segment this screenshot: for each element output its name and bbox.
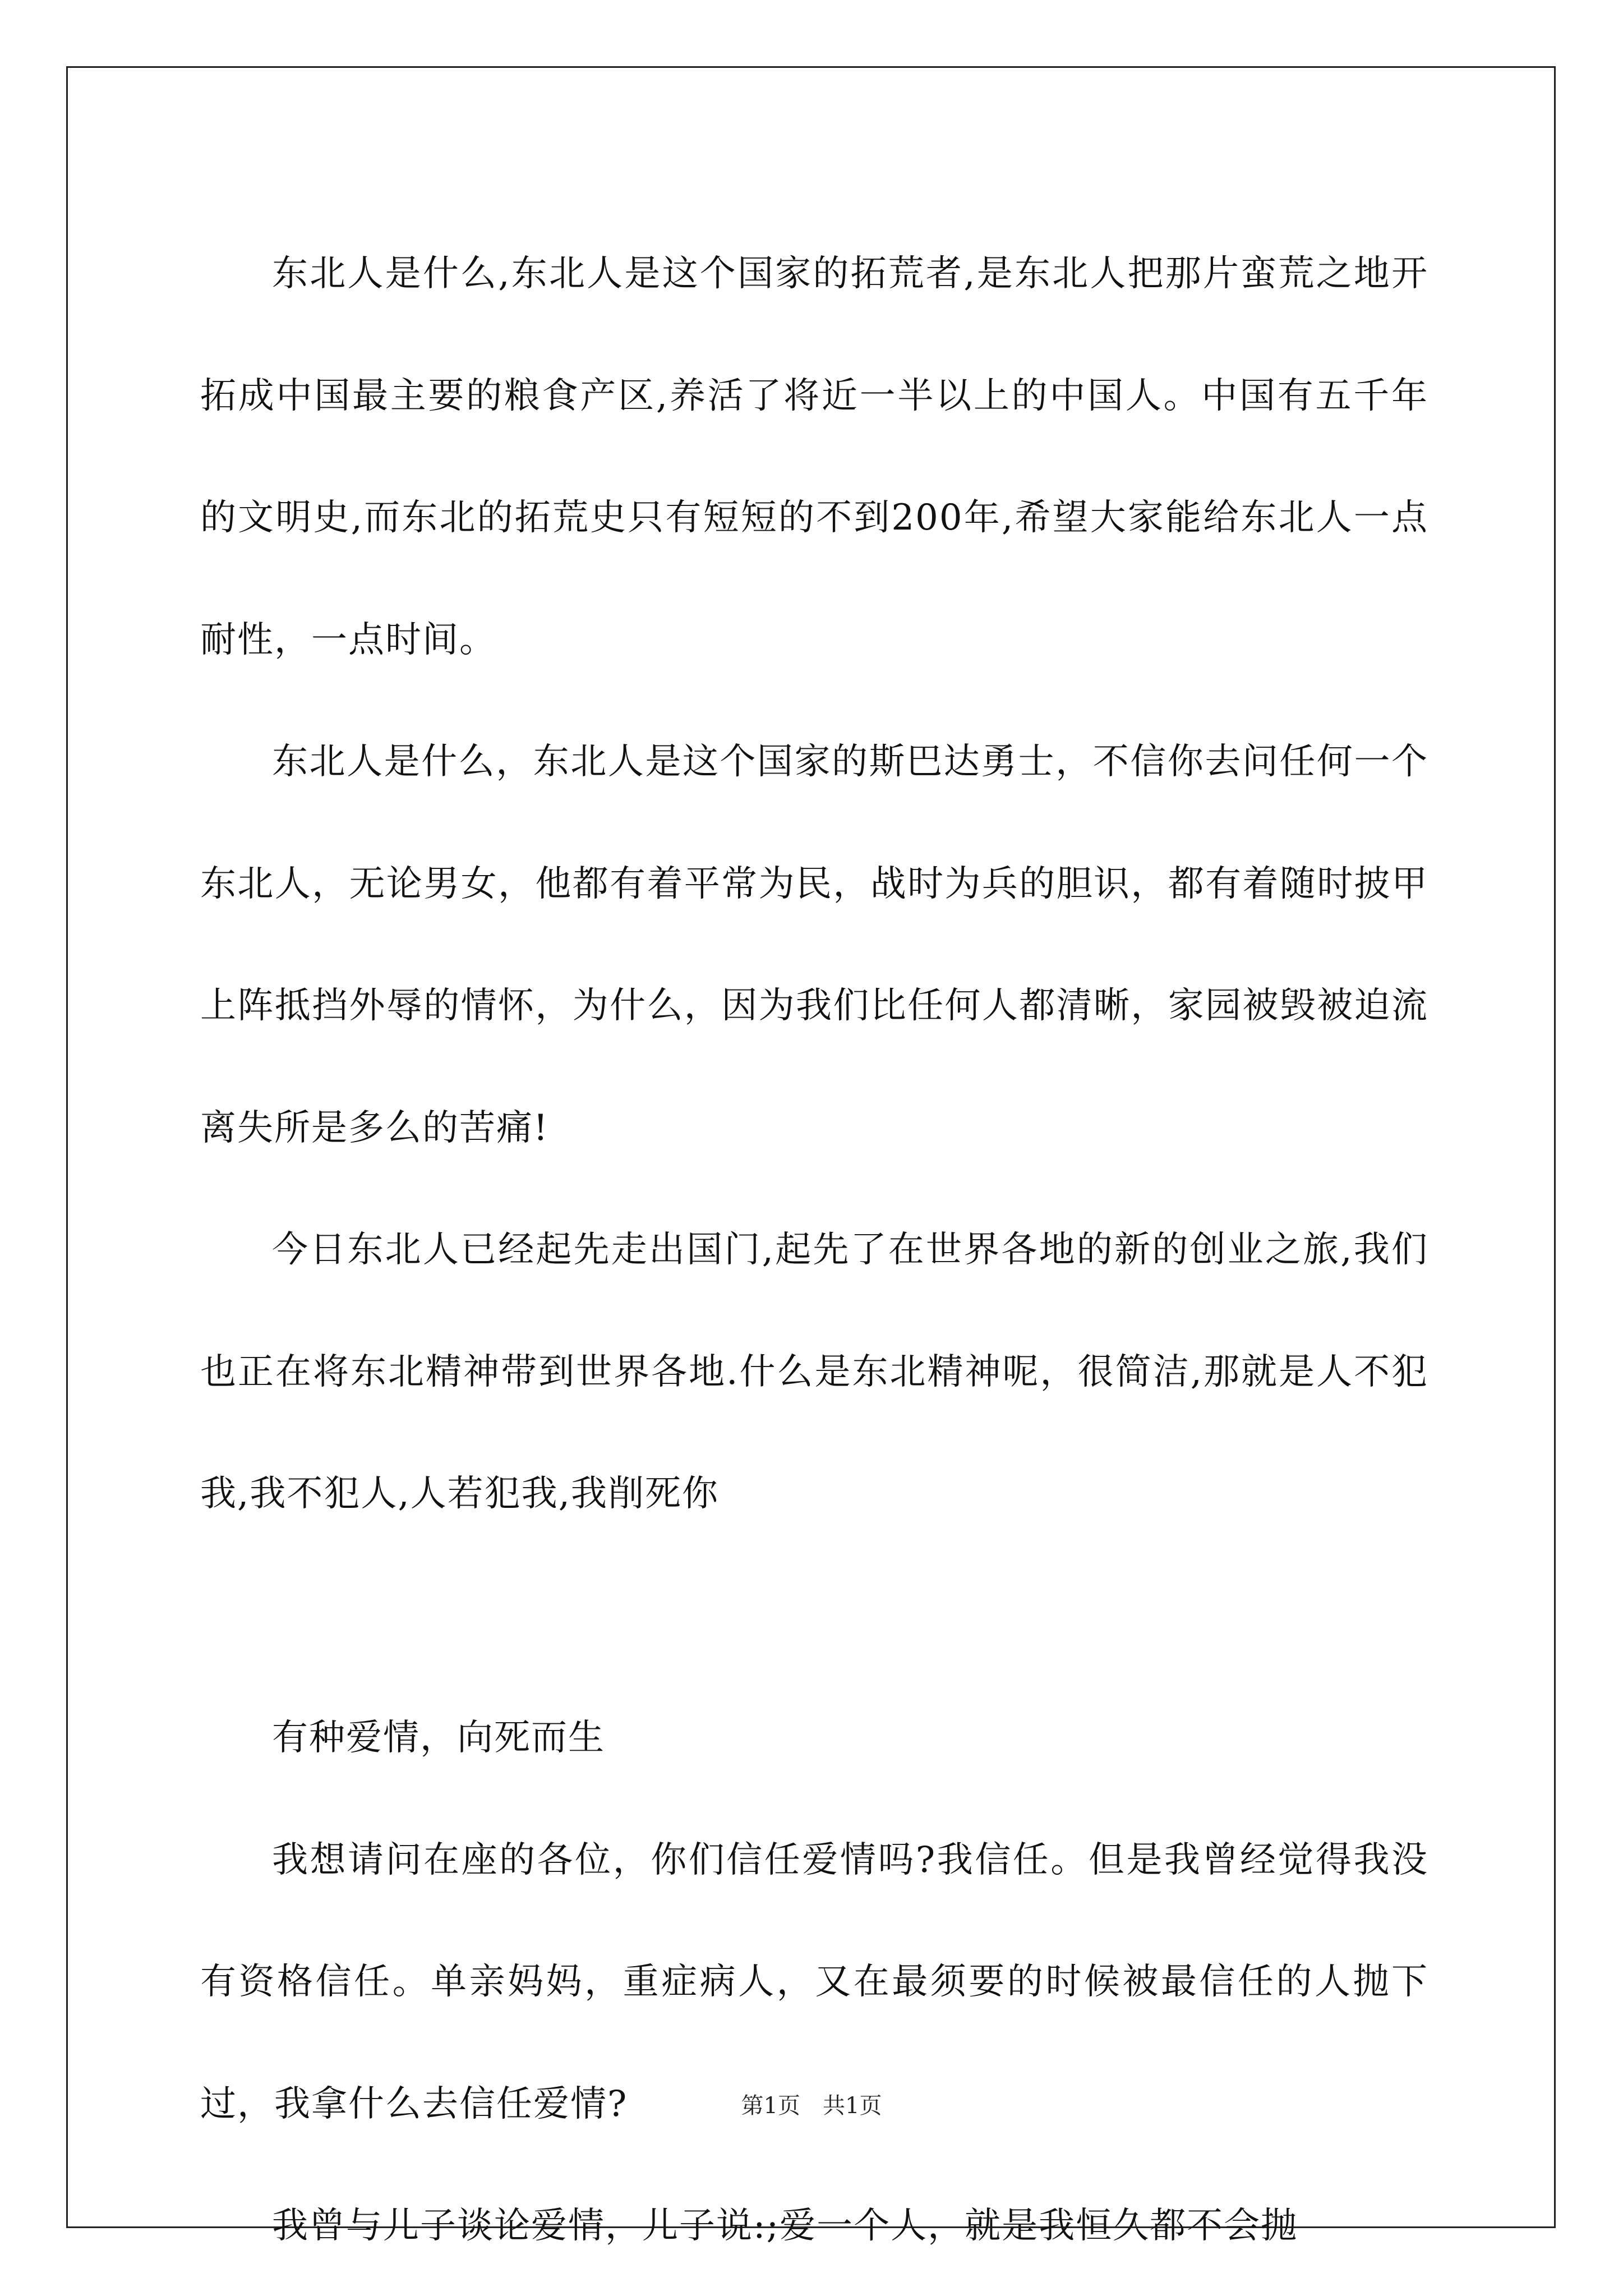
paragraph: 我想请问在座的各位，你们信任爱情吗?我信任。但是我曾经觉得我没有资格信任。单亲妈妈，重症病人，又在最须要的时候被最信任的人抛下过，我拿什么去信任爱情? <box>200 1839 1428 2125</box>
paragraph: 今日东北人已经起先走出国门,起先了在世界各地的新的创业之旅,我们也正在将东北精神带到世界各地.什么是东北精神呢，很简洁,那就是人不犯我,我不犯人,人若犯我,我削死你 <box>200 1229 1428 1515</box>
section-heading: 有种爱情，向死而生 <box>272 1717 605 1759</box>
page-number-footer: 第1页 共1页 <box>741 2093 882 2119</box>
document-body <box>200 213 1428 2288</box>
blank-line <box>200 1556 1428 1678</box>
paragraph: 我曾与儿子谈论爱情，儿子说:;爱一个人，就是我恒久都不会抛 <box>272 2205 1298 2247</box>
paragraph: 东北人是什么,东北人是这个国家的拓荒者,是东北人把那片蛮荒之地开拓成中国最主要的粮食产区,养活了将近一半以上的中国人。中国有五千年的文明史,而东北的拓荒史只有短短的不到200年,希望大家能给东北人一点耐性，一点时间。 <box>200 253 1428 661</box>
paragraph: 东北人是什么，东北人是这个国家的斯巴达勇士，不信你去问任何一个东北人，无论男女，他都有着平常为民，战时为兵的胆识，都有着随时披甲上阵抵挡外辱的情怀，为什么，因为我们比任何人都清晰，家园被毁被迫流离失所是多么的苦痛! <box>200 741 1428 1149</box>
